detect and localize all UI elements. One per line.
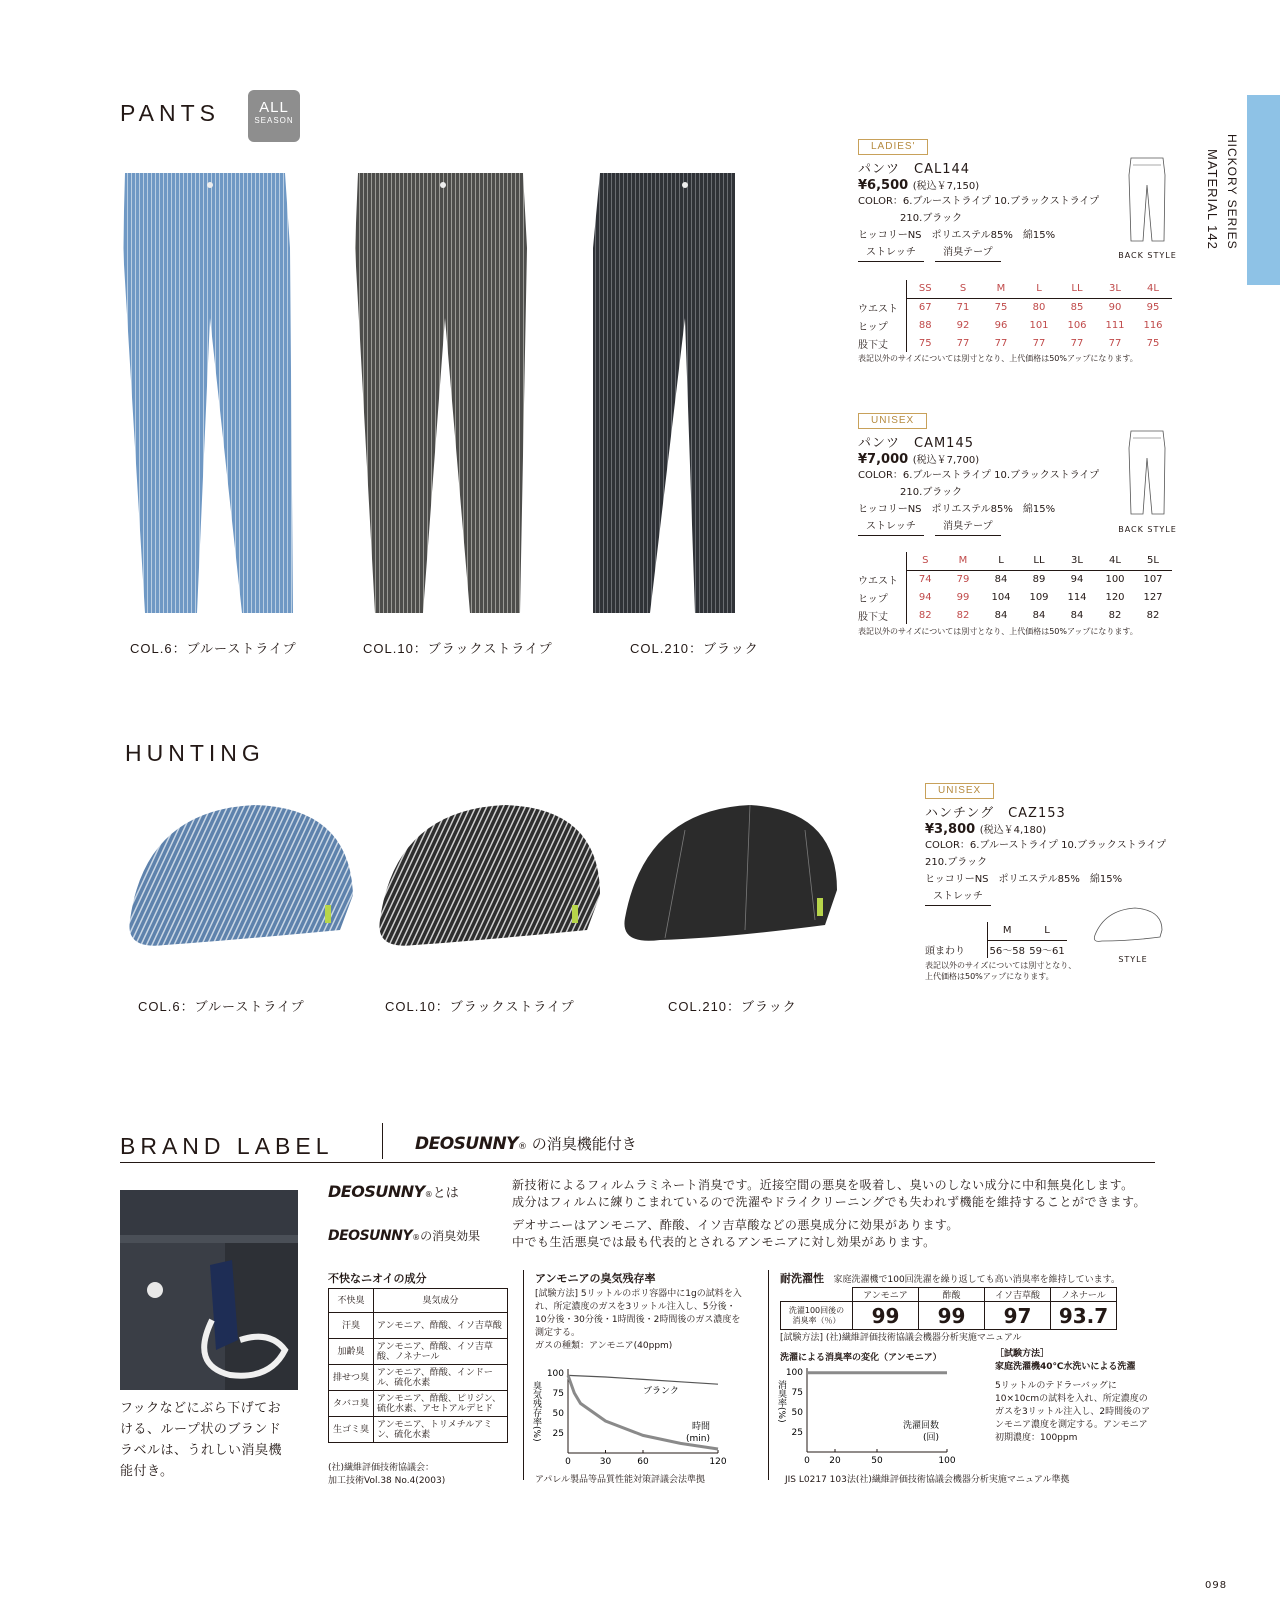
wash-chart-title: 洗濯による消臭率の変化（アンモニア） <box>780 1353 942 1363</box>
brand-label-photo <box>120 1190 298 1390</box>
odor-source: (社)繊維評価技術協議会： 加工技術Vol.38 No.4(2003) <box>328 1463 446 1486</box>
y-tick-label: 25 <box>552 1429 564 1439</box>
product-name: ハンチング CAZ153 <box>925 806 1066 821</box>
pants-photos <box>115 168 735 618</box>
pants-black <box>593 173 735 613</box>
x-tick-label: 100 <box>938 1456 956 1466</box>
product-caz153 <box>925 778 1225 906</box>
back-style-illustration-1 <box>1125 155 1170 245</box>
product-name: パンツ CAM145 <box>858 436 974 451</box>
col-divider-2 <box>768 1270 769 1480</box>
title-divider <box>382 1123 383 1159</box>
chip-deodorant: 消臭テープ <box>935 518 1001 536</box>
series-label: ブランク <box>643 1386 679 1397</box>
feature-chips <box>925 888 1225 906</box>
pants-black-stripe <box>355 173 527 613</box>
y-tick-label: 50 <box>791 1408 803 1418</box>
brand-section-title: BRAND LABEL <box>120 1133 334 1159</box>
x-axis-unit: (回) <box>922 1433 939 1443</box>
color-line-2: 210.ブラック <box>925 857 988 868</box>
x-axis-unit: (min) <box>686 1434 710 1444</box>
hunting-photos <box>125 800 865 990</box>
photo-caption: フックなどにぶら下げてお ける、ループ状のブランド ラベルは、うれしい消臭機 能付き。 <box>120 1401 283 1479</box>
ladies-tag: LADIES' <box>858 139 928 155</box>
y-tick-label: 25 <box>791 1428 803 1438</box>
pants-caption-2: COL.10：ブラックストライプ <box>363 641 553 656</box>
unisex-tag: UNISEX <box>925 783 994 799</box>
pants-section-title: PANTS <box>120 100 220 126</box>
wash-method: [試験方法] (社)繊維評価技術協議会機器分析実施マニュアル <box>780 1333 1022 1343</box>
color-line: COLOR：6.ブルーストライプ 10.ブラックストライプ <box>858 470 1100 481</box>
page-number: 098 <box>1205 1580 1228 1591</box>
cap-black <box>624 805 837 941</box>
cap-size-note-1: 表記以外のサイズについては別寸となり、 <box>925 961 1077 970</box>
x-tick-label: 120 <box>709 1457 727 1467</box>
brand-description: 新技術によるフィルムラミネート消臭です。近接空間の悪臭を吸着し、臭いのしない成分に中和無臭化します。 成分はフィルムに練りこまれているので洗濯やドライクリーニングでも失われず機能を維持することができます。 デオサニーはアンモニア、酢酸、イソ吉草酸などの悪臭成分に効果があります。 中でも生活悪臭では最も代表的とされるアンモニアに対し効果があります。 <box>512 1178 1147 1249</box>
hunting-section-title: HUNTING <box>125 740 265 766</box>
x-tick-label: 0 <box>565 1457 571 1467</box>
x-tick-label: 60 <box>637 1457 649 1467</box>
x-tick-label: 0 <box>804 1456 810 1466</box>
back-style-label-1: BACK STYLE <box>1118 251 1177 260</box>
cap-caption-3: COL.210：ブラック <box>668 999 797 1014</box>
x-axis-label: 時間 <box>691 1422 710 1432</box>
material-line: ヒッコリーNS ポリエステル85% 綿15% <box>858 230 1056 241</box>
cap-caption-2: COL.10：ブラックストライプ <box>385 999 575 1014</box>
size-table-caz153: M L 頭まわり 56〜58 59〜61 <box>925 922 1067 958</box>
cap-blue <box>129 805 353 946</box>
color-line-2: 210.ブラック <box>900 213 963 224</box>
y-tick-label: 50 <box>552 1409 564 1419</box>
cap-size-note-2: 上代価格は50%アップになります。 <box>925 972 1054 981</box>
unisex-tag: UNISEX <box>858 413 927 429</box>
color-line-2: 210.ブラック <box>900 487 963 498</box>
side-series-label: MATERIAL 142 HICKORY SERIES <box>1205 134 1240 250</box>
size-note-2: 表記以外のサイズについては別寸となり、上代価格は50%アップになります。 <box>858 627 1138 636</box>
chip-stretch: ストレッチ <box>858 518 924 536</box>
cap-style-illustration <box>1090 905 1170 945</box>
y-tick-label: 100 <box>546 1369 564 1379</box>
chip-stretch: ストレッチ <box>925 888 991 906</box>
wash-test-block: ［試験方法］ 家庭洗濯機40℃水洗いによる洗濯 5リットルのテドラーバッグに10×10cmの試料を入れ、所定濃度のガスを3リットル注入し、2時間後のアンモニア濃度を測定する。アンモニア初期濃度：100ppm <box>995 1349 1151 1443</box>
odor-table-title: 不快なニオイの成分 <box>328 1272 427 1285</box>
color-line: COLOR：6.ブルーストライプ 10.ブラックストライプ <box>858 196 1100 207</box>
brand-rule <box>120 1162 1155 1163</box>
material-line: ヒッコリーNS ポリエステル85% 綿15% <box>858 504 1056 515</box>
y-tick-label: 100 <box>785 1368 803 1378</box>
cap-black-stripe <box>379 805 600 946</box>
product-price: ¥3,800 (税込￥4,180) <box>925 822 1047 837</box>
wash-chart <box>775 1362 990 1470</box>
product-name: パンツ CAL144 <box>858 162 971 177</box>
x-tick-label: 50 <box>871 1456 883 1466</box>
ammonia-chart <box>530 1365 755 1470</box>
brand-subtitle: DEOSUNNY® の消臭機能付き <box>415 1134 637 1154</box>
back-style-label-2: BACK STYLE <box>1118 525 1177 534</box>
x-tick-label: 30 <box>599 1457 612 1467</box>
chip-deodorant: 消臭テープ <box>935 244 1001 262</box>
product-price: ¥7,000 (税込￥7,700) <box>858 452 980 467</box>
ammonia-source: アパレル製品等品質性能対策評議会法準拠 <box>535 1475 706 1485</box>
chip-stretch: ストレッチ <box>858 244 924 262</box>
y-axis-label: 臭気残存率(%) <box>531 1381 541 1442</box>
cap-caption-1: COL.6：ブルーストライプ <box>138 999 305 1014</box>
x-axis-label: 洗濯回数 <box>902 1421 939 1431</box>
material-line: ヒッコリーNS ポリエステル85% 綿15% <box>925 874 1123 885</box>
ammonia-gas: ガスの種類：アンモニア(40ppm) <box>535 1341 673 1351</box>
deosunny-effect: DEOSUNNY®の消臭効果 <box>328 1228 481 1244</box>
deosunny-toha: DEOSUNNY®とは <box>328 1182 459 1201</box>
all-season-badge: ALL SEASON <box>248 90 300 142</box>
col-divider-1 <box>523 1270 524 1480</box>
wash-table: アンモニア 酢酸 イソ吉草酸 ノネナール 洗濯100回後の 消臭率（％） 99 99 97 93.7 <box>780 1287 1117 1330</box>
odor-table: 不快臭 臭気成分 汗臭 アンモニア、酢酸、イソ吉草酸 加齢臭 アンモニア、酢酸、イソ吉草酸、ノネナール 排せつ臭 アンモニア、酢酸、インドール、硫化水素 タバコ臭 アンモニア、酢酸、ピリジン、硫化水素、アセトアルデヒド 生ゴミ臭 アンモニア、トリメチルアミン、硫化水素 <box>328 1288 508 1443</box>
color-line: COLOR：6.ブルーストライプ 10.ブラックストライプ <box>925 840 1167 851</box>
x-tick-label: 20 <box>829 1456 841 1466</box>
pants-caption-3: COL.210：ブラック <box>630 641 759 656</box>
wash-source: JIS L0217 103法(社)繊維評価技術協議会機器分析実施マニュアル準拠 <box>785 1475 1070 1485</box>
back-style-illustration-2 <box>1125 428 1170 518</box>
series-line-0 <box>568 1375 718 1384</box>
ammonia-chart-title: アンモニアの臭気残存率 <box>535 1272 656 1285</box>
y-tick-label: 75 <box>552 1389 564 1399</box>
y-tick-label: 75 <box>791 1388 803 1398</box>
pants-blue <box>123 173 293 613</box>
side-index-tab <box>1247 95 1280 285</box>
product-price: ¥6,500 (税込￥7,150) <box>858 178 980 193</box>
size-table-cal144: SS S M L LL 3L 4L ウエスト 67 71 75 80 85 90 95 ヒップ 88 92 96 101 106 111 116 股下丈 75 77 77 77 77 77 75 <box>858 280 1172 352</box>
size-table-cam145: S M L LL 3L 4L 5L ウエスト 74 79 84 89 94 100 107 ヒップ 94 99 104 109 114 120 127 股下丈 82 82 84 84 84 82 82 <box>858 552 1172 624</box>
ammonia-method: [試験方法] 5リットルのポリ容器中に1gの試料を入れ、所定濃度のガスを3リットル注入し、5分後・10分後・30分後・1時間後・2時間後のガス濃度を測定する。 <box>535 1289 742 1338</box>
pants-caption-1: COL.6：ブルーストライプ <box>130 641 297 656</box>
y-axis-label: 消臭率(%) <box>776 1380 786 1423</box>
size-note-1: 表記以外のサイズについては別寸となり、上代価格は50%アップになります。 <box>858 354 1138 363</box>
wash-title-row: 耐洗濯性 家庭洗濯機で100回洗濯を繰り返しても高い消臭率を維持しています。 <box>780 1272 1120 1285</box>
cap-style-label: STYLE <box>1118 955 1148 964</box>
